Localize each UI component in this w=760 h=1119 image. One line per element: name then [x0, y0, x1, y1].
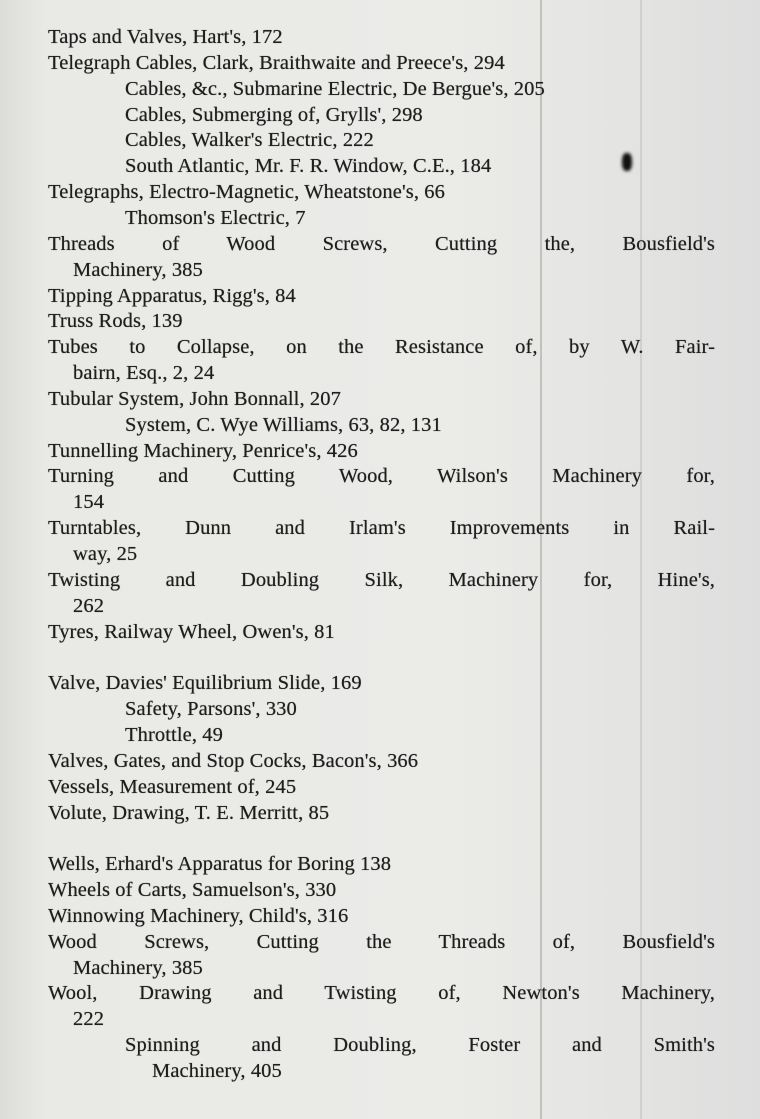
index-entry: Tubes to Collapse, on the Resistance of, by W. Fair- — [48, 336, 715, 359]
index-entry: Volute, Drawing, T. E. Merritt, 85 — [48, 801, 330, 824]
index-subentry: System, C. Wye Williams, 63, 82, 131 — [125, 413, 442, 436]
index-entry-continuation: way, 25 — [73, 543, 138, 565]
index-entry: Tubular System, John Bonnall, 207 — [48, 387, 341, 410]
index-entry: Wheels of Carts, Samuelson's, 330 — [48, 879, 337, 902]
index-entry-continuation: 262 — [73, 594, 105, 617]
ink-smudge — [622, 153, 632, 171]
index-entry: Valve, Davies' Equilibrium Slide, 169 — [48, 672, 362, 695]
index-entry: Taps and Valves, Hart's, 172 — [48, 26, 283, 48]
index-entry: Tyres, Railway Wheel, Owen's, 81 — [48, 620, 335, 643]
index-subentry: Spinning and Doubling, Foster and Smith's — [125, 1034, 715, 1057]
index-entry: Wood Screws, Cutting the Threads of, Bousfield's — [48, 930, 715, 953]
index-entry-continuation: bairn, Esq., 2, 24 — [73, 362, 215, 385]
index-entry-continuation: Machinery, 385 — [73, 956, 203, 979]
index-entry-continuation: 222 — [73, 1008, 105, 1031]
index-subentry: South Atlantic, Mr. F. R. Window, C.E., 184 — [125, 155, 492, 178]
index-entry: Threads of Wood Screws, Cutting the, Bousfield's — [48, 232, 715, 255]
index-subentry: Cables, &c., Submarine Electric, De Bergue's, 205 — [125, 77, 545, 100]
index-entry: Twisting and Doubling Silk, Machinery for, Hine's, — [48, 568, 715, 591]
index-entry: Wells, Erhard's Apparatus for Boring 138 — [48, 853, 392, 876]
index-entry: Telegraph Cables, Clark, Braithwaite and Preece's, 294 — [48, 51, 505, 74]
index-entry: Valves, Gates, and Stop Cocks, Bacon's, 366 — [48, 749, 419, 772]
index-entry: Tipping Apparatus, Rigg's, 84 — [48, 284, 296, 307]
index-subentry: Cables, Submerging of, Grylls', 298 — [125, 103, 423, 126]
index-entry: Tunnelling Machinery, Penrice's, 426 — [48, 439, 358, 462]
index-entry-continuation: Machinery, 385 — [73, 258, 203, 281]
index-entry: Truss Rods, 139 — [48, 310, 183, 333]
index-entry-continuation: 154 — [73, 491, 105, 514]
index-entry: Turntables, Dunn and Irlam's Improvements in Rail- — [48, 517, 715, 540]
index-subentry: Throttle, 49 — [125, 723, 223, 746]
index-subentry: Cables, Walker's Electric, 222 — [125, 129, 374, 152]
index-entry: Vessels, Measurement of, 245 — [48, 775, 297, 798]
index-entry: Telegraphs, Electro-Magnetic, Wheatstone's, 66 — [48, 181, 445, 204]
index-entry: Wool, Drawing and Twisting of, Newton's Machinery, — [48, 982, 715, 1005]
index-entry: Winnowing Machinery, Child's, 316 — [48, 904, 349, 927]
index-subentry: Safety, Parsons', 330 — [125, 698, 297, 721]
index-subentry: Thomson's Electric, 7 — [125, 206, 306, 229]
index-entry-continuation: Machinery, 405 — [152, 1060, 282, 1082]
index-entry: Turning and Cutting Wood, Wilson's Machinery for, — [48, 465, 715, 488]
